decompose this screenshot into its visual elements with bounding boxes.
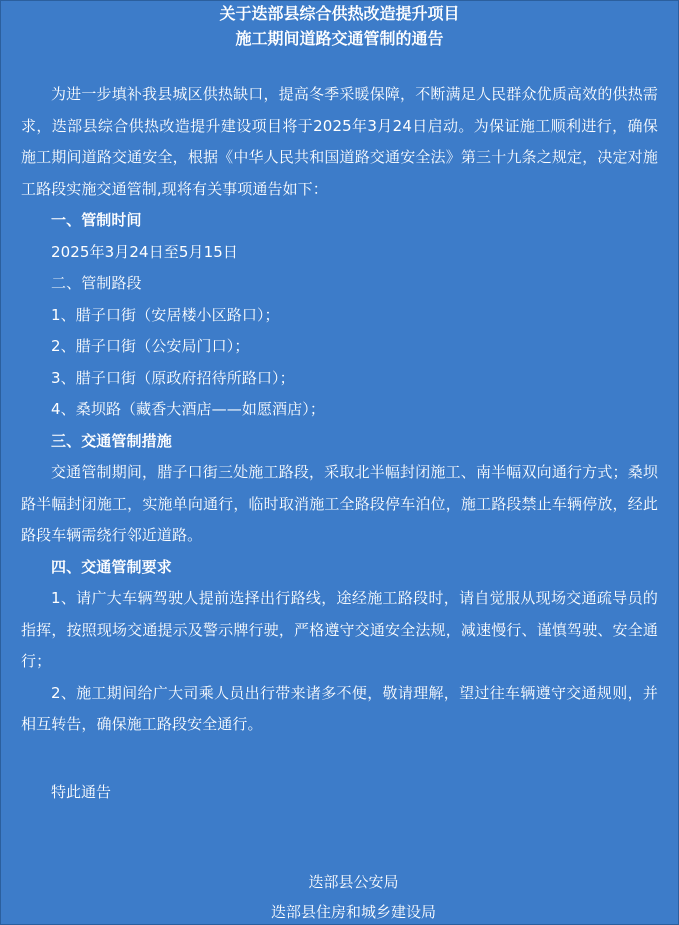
signature-police-bureau: 迭部县公安局 <box>308 873 399 891</box>
section-heading-time: 一、管制时间 <box>51 211 142 229</box>
requirement-item: 2、施工期间给广大司乘人员出行带来诸多不便，敬请理解，望过往车辆遵守交通规则，并相互转告，确保施工路段安全通行。 <box>21 683 658 733</box>
signature-housing-bureau: 迭部县住房和城乡建设局 <box>270 903 436 921</box>
notice-title <box>1 1 678 51</box>
requirement-item: 1、请广大车辆驾驶人提前选择出行路线，途经施工路段时，请自觉服从现场交通疏导员的指挥，按照现场交通提示及警示牌行驶，严格遵守交通安全法规，减速慢行、谨慎驾驶、安全通行； <box>21 589 658 670</box>
section-heading-requirements: 四、交通管制要求 <box>51 557 172 576</box>
road-item: 4、桑坝路（藏香大酒店——如愿酒店）； <box>51 400 325 418</box>
intro-paragraph: 为进一步填补我县城区供热缺口，提高冬季采暖保障，不断满足人民群众优质高效的供热需求，迭部县综合供热改造提升建设项目将于2025年3月24日启动。为保证施工顺利进行，确保施工期间道路交通安全，根据《中华人民共和国道路交通安全法》第三十九条之规定，决定对施工路段实施交通管制,现将有关事项通告如下： <box>21 85 658 198</box>
measures-paragraph: 交通管制期间，腊子口街三处施工路段，采取北半幅封闭施工、南半幅双向通行方式；桑坝路半幅封闭施工，实施单向通行，临时取消施工全路段停车泊位，施工路段禁止车辆停放，经此路段车辆需绕行邻近道路。 <box>21 463 658 544</box>
section-heading-roads: 二、管制路段 <box>51 274 142 292</box>
road-item: 2、腊子口街（公安局门口）； <box>51 337 250 355</box>
notice-body <box>21 79 658 741</box>
road-item: 3、腊子口街（原政府招待所路口）； <box>51 368 295 387</box>
title-line-1: 关于迭部县综合供热改造提升项目 <box>219 4 460 23</box>
title-line-2: 施工期间道路交通管制的通告 <box>235 29 444 48</box>
signoff-text: 特此通告 <box>51 783 112 801</box>
section-heading-measures: 三、交通管制措施 <box>51 431 172 450</box>
road-item: 1、腊子口街（安居楼小区路口）； <box>51 305 280 324</box>
control-period: 2025年3月24日至5月15日 <box>51 242 239 261</box>
